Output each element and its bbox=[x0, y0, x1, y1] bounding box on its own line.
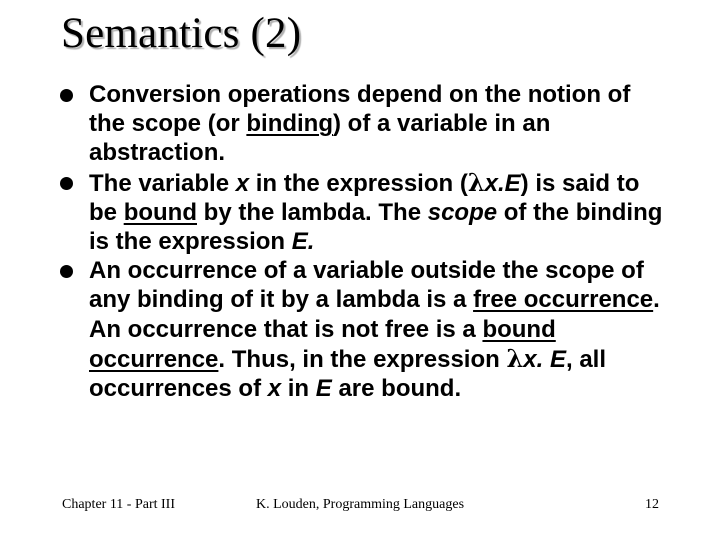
underlined-term-bound: bound bbox=[123, 198, 197, 226]
bullet-dot-icon bbox=[60, 177, 73, 190]
footer-page-number: 12 bbox=[645, 497, 659, 512]
bullet-text: The variable bbox=[89, 169, 236, 197]
underlined-term-binding: binding bbox=[246, 110, 333, 138]
bullet-text: by the lambda. The bbox=[197, 198, 428, 226]
bullet-text: An occurrence of a variable outside the scope of any binding of it by a lambda is a bbox=[89, 257, 644, 314]
bullet-text: , all occurrences of bbox=[89, 345, 607, 403]
bullet-text: . Thus, in the expression bbox=[218, 345, 507, 373]
expression-e: E. bbox=[291, 228, 315, 256]
lambda-body: x.E bbox=[484, 169, 521, 197]
lambda-symbol: λ bbox=[506, 343, 524, 373]
underlined-term-bound-occurrence: bound occurrence bbox=[89, 315, 556, 373]
footer-author: K. Louden, Programming Languages bbox=[256, 497, 465, 512]
variable-x: x bbox=[267, 375, 282, 403]
bullet-list bbox=[58, 80, 668, 403]
bullet-text: Conversion operations depend on the notion of the scope (or bbox=[89, 81, 631, 138]
variable-x: x bbox=[235, 169, 250, 197]
bullet-item-free-occurrence bbox=[58, 256, 668, 403]
bullet-text: ) of a variable in an abstraction. bbox=[89, 110, 551, 167]
bullet-dot-icon bbox=[60, 89, 73, 102]
lambda-symbol: λ bbox=[467, 167, 485, 197]
slide-title: Semantics (2) bbox=[61, 10, 302, 57]
bullet-text: are bound. bbox=[331, 375, 462, 403]
bullet-item-bound-variable bbox=[58, 168, 668, 257]
underlined-term-free-occurrence: free occurrence bbox=[473, 286, 654, 314]
expression-e: E bbox=[315, 375, 332, 403]
italic-term-scope: scope bbox=[427, 198, 498, 226]
footer-chapter: Chapter 11 - Part III bbox=[62, 497, 175, 512]
bullet-text: in bbox=[281, 375, 316, 403]
bullet-item-scope-binding bbox=[58, 80, 668, 168]
lambda-body: x. E bbox=[523, 345, 566, 373]
bullet-dot-icon bbox=[60, 265, 73, 278]
bullet-text: of the binding is the expression bbox=[89, 198, 663, 256]
bullet-text: ) is said to be bbox=[89, 169, 640, 226]
bullet-text: . An occurrence that is not free is a bbox=[89, 286, 660, 343]
bullet-text: in the expression ( bbox=[249, 169, 468, 197]
